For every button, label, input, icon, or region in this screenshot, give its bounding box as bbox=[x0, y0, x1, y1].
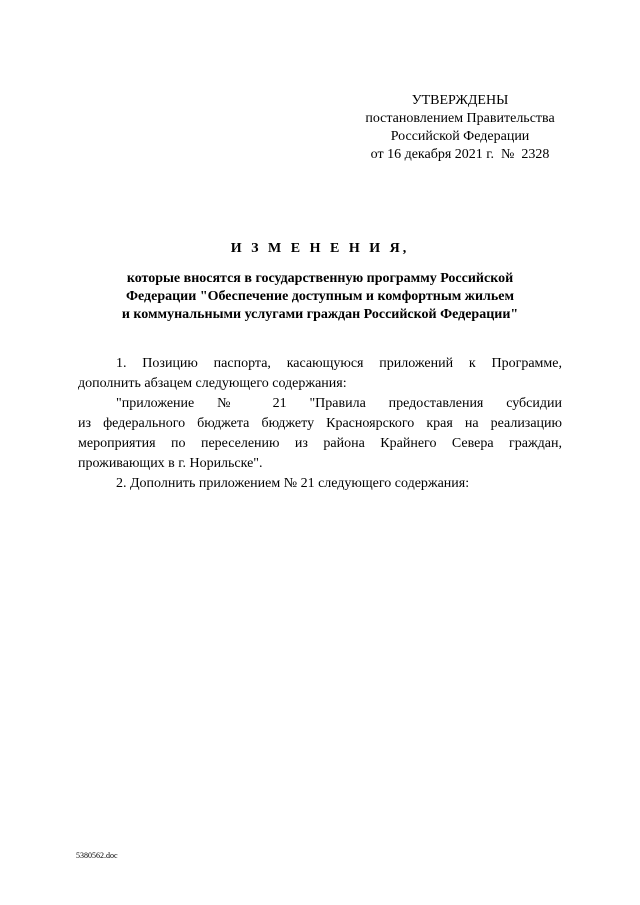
document-body bbox=[78, 354, 562, 494]
paragraph-2-line-3: мероприятия по переселению из района Крайнего Севера граждан, bbox=[78, 436, 562, 451]
paragraph-3: 2. Дополнить приложением № 21 следующего содержания: bbox=[116, 476, 470, 491]
heading-title: И З М Е Н Е Н И Я, bbox=[230, 241, 410, 256]
approval-line-2: Российской Федерации bbox=[390, 129, 530, 144]
paragraph-2-line-4: проживающих в г. Норильске". bbox=[78, 456, 263, 471]
paragraph-1-line-2: дополнить абзацем следующего содержания: bbox=[78, 376, 347, 391]
heading-line-2: Федерации "Обеспечение доступным и комфортным жильем bbox=[125, 289, 515, 304]
approval-block bbox=[340, 92, 580, 164]
heading-line-3: и коммунальными услугами граждан Российской Федерации" bbox=[121, 307, 519, 322]
paragraph-2-line-1: "приложение № 21 "Правила предоставления субсидии bbox=[116, 396, 562, 411]
heading-line-1: которые вносятся в государственную программу Российской bbox=[126, 271, 514, 286]
approval-title: УТВЕРЖДЕНЫ bbox=[411, 93, 509, 108]
footer-filename: 5380562.doc bbox=[76, 851, 118, 860]
paragraph-2-line-2: из федерального бюджета бюджету Красноярского края на реализацию bbox=[78, 416, 562, 431]
approval-line-1: постановлением Правительства bbox=[365, 111, 555, 126]
document-heading bbox=[78, 240, 562, 324]
paragraph-1-line-1: 1. Позицию паспорта, касающуюся приложений к Программе, bbox=[116, 356, 562, 371]
approval-date: от 16 декабря 2021 г. № 2328 bbox=[370, 147, 550, 162]
